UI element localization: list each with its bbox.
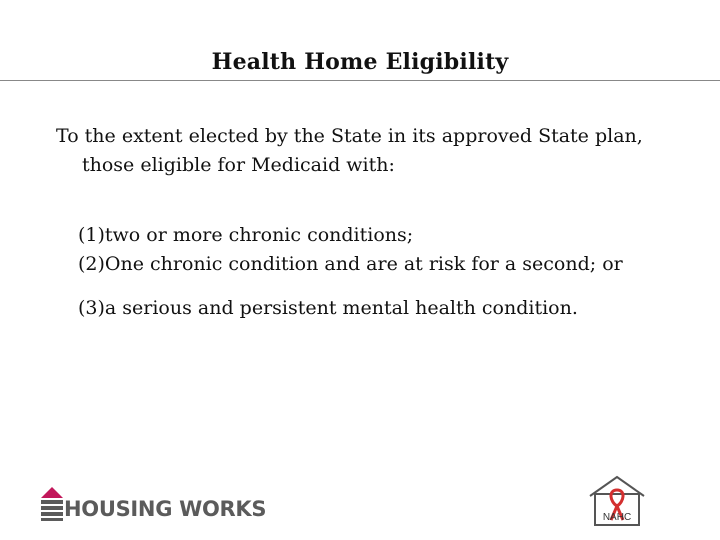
slide-title: Health Home Eligibility [211, 49, 509, 75]
eligibility-list [78, 221, 708, 323]
title-divider [0, 80, 720, 81]
intro-line-2: those eligible for Medicaid with: [82, 154, 395, 176]
nahc-text: NAHC [602, 512, 632, 523]
house-stack-icon [40, 486, 66, 522]
intro-paragraph [56, 122, 696, 180]
nahc-logo [586, 474, 648, 528]
list-item-1: (1)two or more chronic conditions; [78, 224, 414, 246]
list-item-2: (2)One chronic condition and are at risk for a second; or [78, 253, 623, 275]
housing-works-wordmark: HOUSING WORKS [64, 497, 267, 521]
list-item-3: (3)a serious and persistent mental health condition. [78, 297, 578, 319]
housing-works-logo [40, 486, 280, 522]
intro-line-1: To the extent elected by the State in its approved State plan, [56, 125, 643, 147]
